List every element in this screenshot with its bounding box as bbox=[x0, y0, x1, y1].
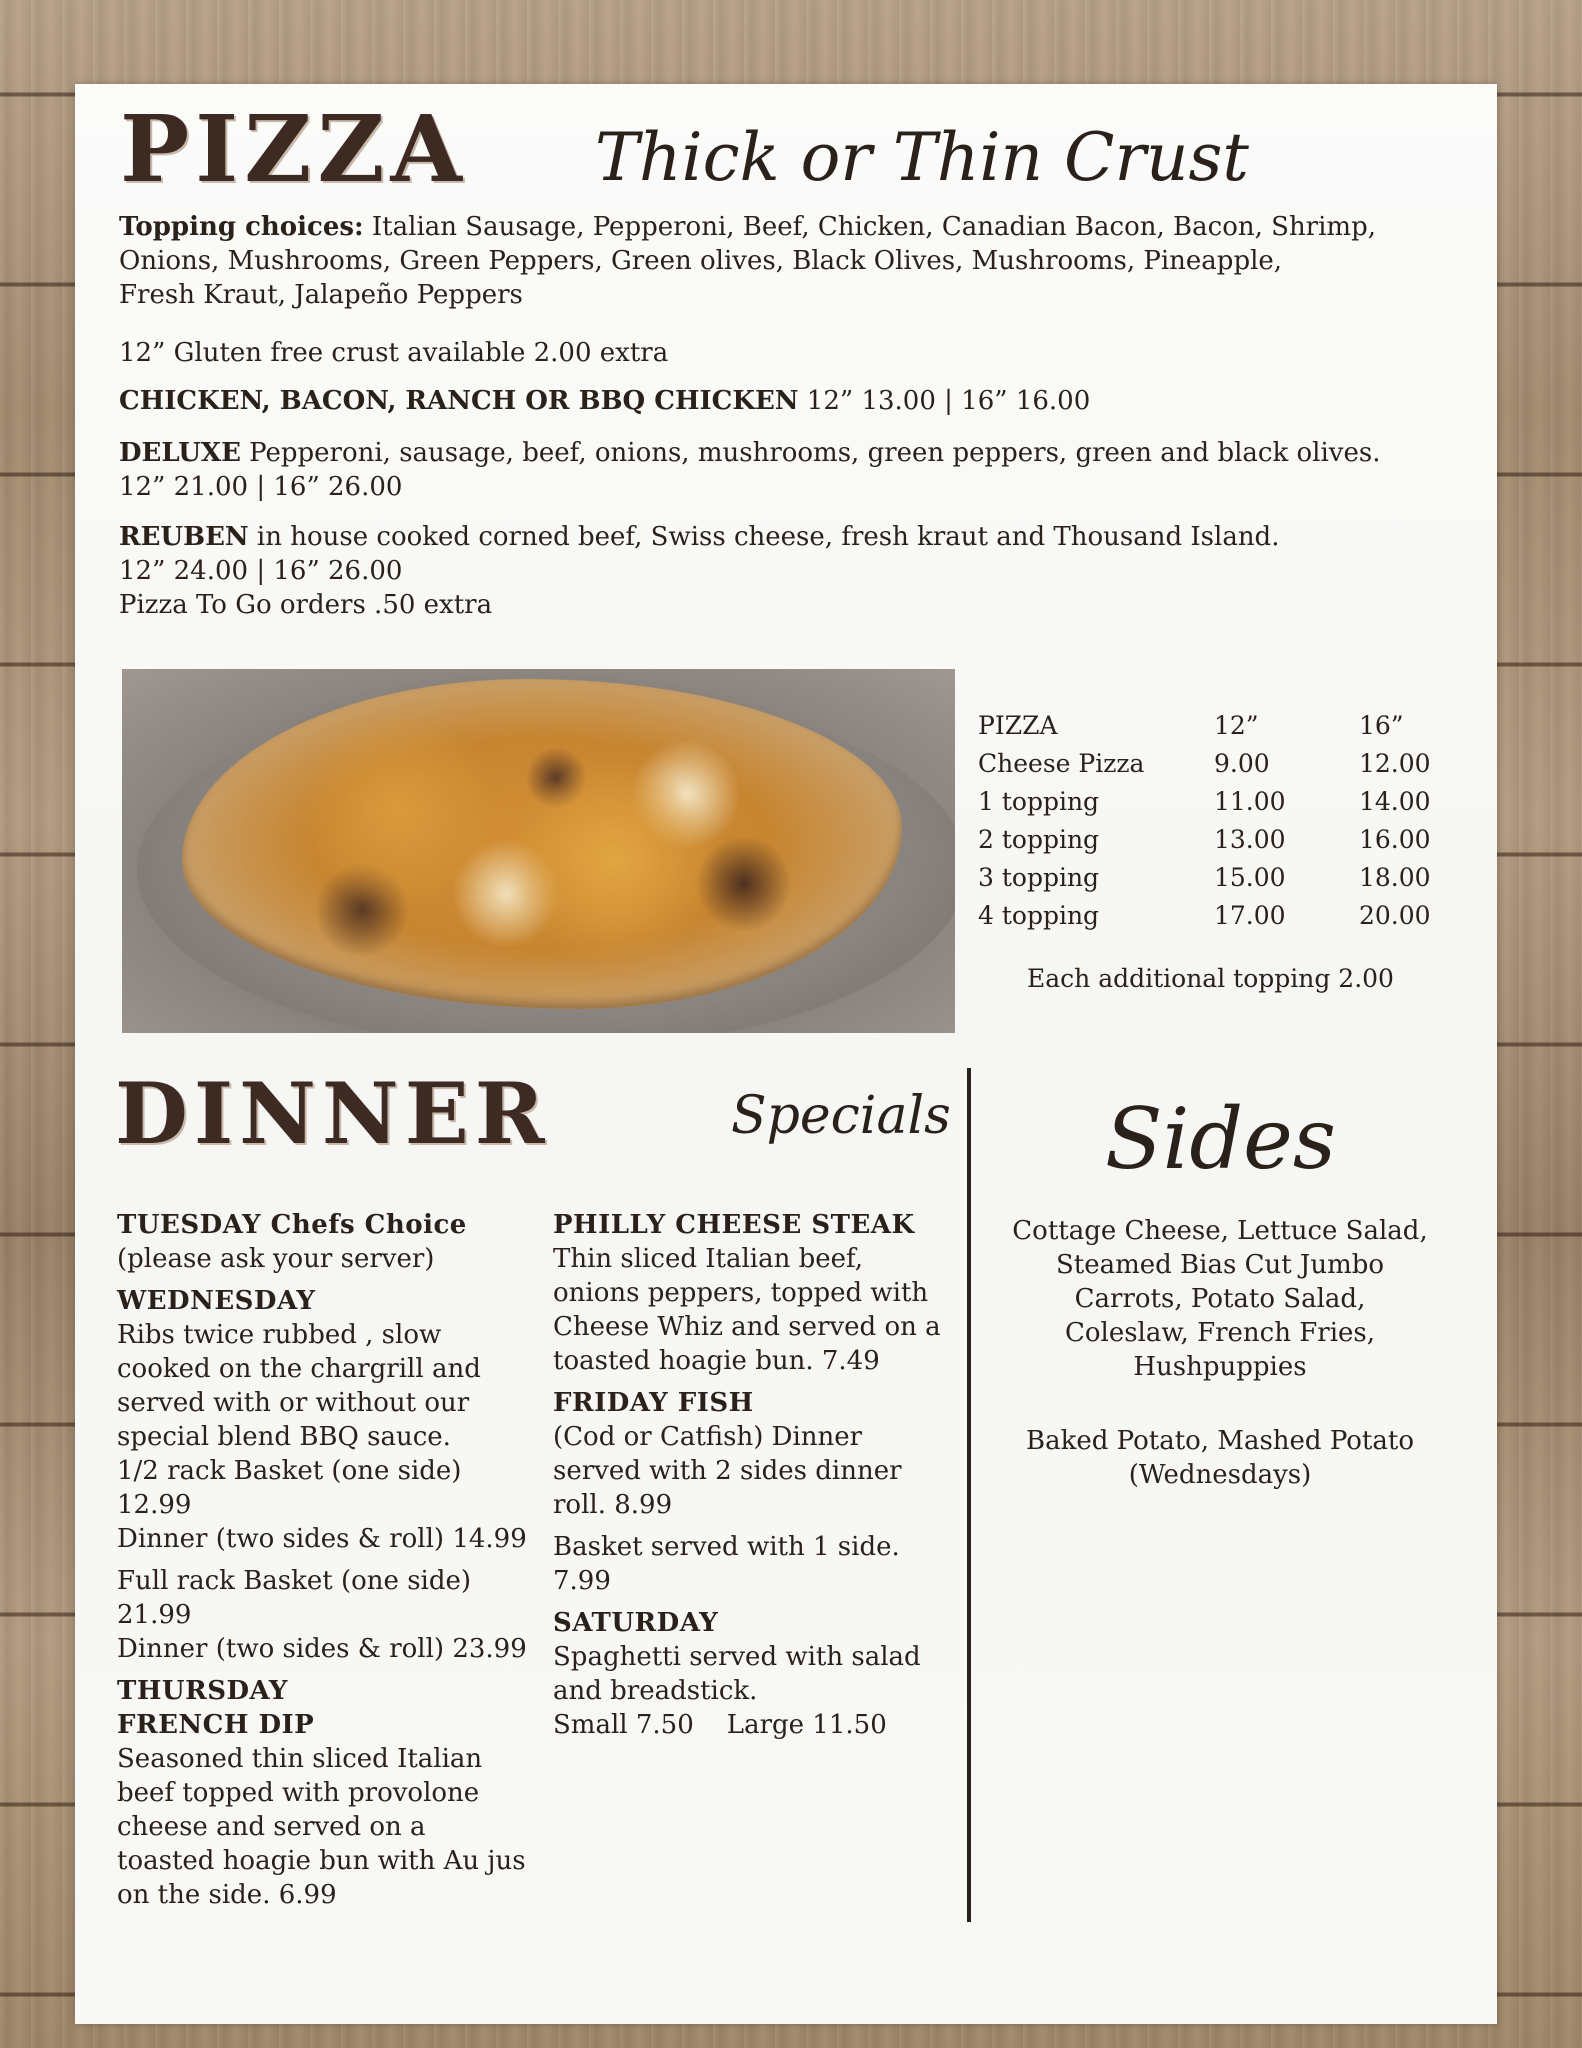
tuesday-desc: (please ask your server) bbox=[117, 1244, 435, 1274]
chicken-pizza-prices: 12” 13.00 | 16” 16.00 bbox=[798, 386, 1091, 416]
price-row-16: 18.00 bbox=[1359, 862, 1431, 892]
friday-desc: (Cod or Catfish) Dinner served with 2 sides dinner roll. 8.99 bbox=[553, 1422, 902, 1520]
price-row-label: Cheese Pizza bbox=[978, 748, 1145, 778]
pizza-pie-image bbox=[182, 679, 902, 1009]
saturday-desc: Spaghetti served with salad and breadstick. bbox=[553, 1642, 921, 1706]
price-row-12: 11.00 bbox=[1214, 786, 1286, 816]
price-row bbox=[978, 896, 1439, 934]
reuben-pizza-name: REUBEN bbox=[119, 522, 249, 552]
price-row-label: 2 topping bbox=[978, 824, 1100, 854]
menu-sheet bbox=[75, 84, 1497, 2024]
friday-title: FRIDAY FISH bbox=[553, 1388, 754, 1418]
deluxe-pizza-prices: 12” 21.00 | 16” 26.00 bbox=[119, 472, 403, 502]
deluxe-pizza-name: DELUXE bbox=[119, 438, 241, 468]
dinner-subtitle: Specials bbox=[731, 1086, 951, 1146]
wednesday-title: WEDNESDAY bbox=[117, 1286, 316, 1316]
price-row-16: 16.00 bbox=[1359, 824, 1431, 854]
half-rack-dinner: Dinner (two sides & roll) 14.99 bbox=[117, 1524, 527, 1554]
dinner-middle-column bbox=[553, 1208, 953, 1742]
price-row-12: 9.00 bbox=[1214, 748, 1270, 778]
half-rack-basket: 1/2 rack Basket (one side) 12.99 bbox=[117, 1456, 462, 1520]
wednesday-desc: Ribs twice rubbed , slow cooked on the chargrill and served with or without our special blend BBQ sauce. bbox=[117, 1320, 481, 1452]
toppings-list-line-3: Fresh Kraut, Jalapeño Peppers bbox=[119, 280, 523, 310]
price-row-16: 12.00 bbox=[1359, 748, 1431, 778]
french-dip-title: FRENCH DIP bbox=[117, 1710, 315, 1740]
to-go-note: Pizza To Go orders .50 extra bbox=[119, 590, 493, 620]
price-row-12: 17.00 bbox=[1214, 900, 1286, 930]
sides-column bbox=[1010, 1214, 1430, 1492]
reuben-pizza bbox=[119, 520, 1419, 622]
price-row-16: 20.00 bbox=[1359, 900, 1431, 930]
full-rack-basket: Full rack Basket (one side) 21.99 bbox=[117, 1566, 472, 1630]
price-header-pizza: PIZZA bbox=[978, 710, 1058, 740]
saturday-prices: Small 7.50 Large 11.50 bbox=[553, 1710, 887, 1740]
price-row bbox=[978, 744, 1439, 782]
pizza-photo bbox=[122, 669, 955, 1033]
deluxe-pizza bbox=[119, 436, 1419, 504]
friday-basket: Basket served with 1 side. 7.99 bbox=[553, 1532, 900, 1596]
chicken-pizza-name: CHICKEN, BACON, RANCH OR BBQ CHICKEN bbox=[119, 386, 799, 416]
sides-potatoes: Baked Potato, Mashed Potato bbox=[1026, 1426, 1414, 1456]
dinner-left-column bbox=[117, 1208, 527, 1912]
price-row-label: 1 topping bbox=[978, 786, 1100, 816]
reuben-pizza-prices: 12” 24.00 | 16” 26.00 bbox=[119, 556, 403, 586]
sides-list: Cottage Cheese, Lettuce Salad, Steamed Bias Cut Jumbo Carrots, Potato Salad, Coleslaw, French Fries, Hushpuppies bbox=[1012, 1216, 1428, 1382]
pizza-subtitle: Thick or Thin Crust bbox=[595, 119, 1249, 196]
price-header-12: 12” bbox=[1214, 710, 1259, 740]
tuesday-title: TUESDAY Chefs Choice bbox=[117, 1210, 467, 1240]
toppings-block bbox=[119, 210, 1399, 312]
gluten-free-note: 12” Gluten free crust available 2.00 extra bbox=[119, 338, 669, 368]
price-row-12: 15.00 bbox=[1214, 862, 1286, 892]
pizza-title: PIZZA bbox=[120, 95, 468, 203]
column-divider bbox=[967, 1068, 971, 1922]
reuben-pizza-desc: in house cooked corned beef, Swiss cheese, fresh kraut and Thousand Island. bbox=[248, 522, 1280, 552]
price-row-label: 4 topping bbox=[978, 900, 1100, 930]
price-row bbox=[978, 858, 1439, 896]
price-header-16: 16” bbox=[1359, 710, 1404, 740]
price-row-12: 13.00 bbox=[1214, 824, 1286, 854]
price-row bbox=[978, 820, 1439, 858]
pizza-price-table bbox=[978, 706, 1439, 934]
sides-potatoes-note: (Wednesdays) bbox=[1128, 1460, 1312, 1490]
sides-title: Sides bbox=[1105, 1090, 1336, 1188]
philly-desc: Thin sliced Italian beef, onions peppers, topped with Cheese Whiz and served on a toasted hoagie bun. 7.49 bbox=[553, 1244, 941, 1376]
price-row-16: 14.00 bbox=[1359, 786, 1431, 816]
price-table-header bbox=[978, 706, 1439, 744]
french-dip-desc: Seasoned thin sliced Italian beef topped with provolone cheese and served on a toasted hoagie bun with Au jus on the side. 6.99 bbox=[117, 1744, 526, 1910]
deluxe-pizza-desc: Pepperoni, sausage, beef, onions, mushrooms, green peppers, green and black olives. bbox=[240, 438, 1381, 468]
toppings-label: Topping choices: bbox=[119, 212, 364, 242]
thursday-title: THURSDAY bbox=[117, 1676, 288, 1706]
price-row-label: 3 topping bbox=[978, 862, 1100, 892]
price-row bbox=[978, 782, 1439, 820]
saturday-title: SATURDAY bbox=[553, 1608, 719, 1638]
toppings-list-line-1: Italian Sausage, Pepperoni, Beef, Chicken, Canadian Bacon, Bacon, Shrimp, bbox=[363, 212, 1376, 242]
additional-topping-note: Each additional topping 2.00 bbox=[1027, 964, 1394, 993]
chicken-bbq-pizza bbox=[119, 384, 1090, 418]
toppings-list-line-2: Onions, Mushrooms, Green Peppers, Green olives, Black Olives, Mushrooms, Pineapple, bbox=[119, 246, 1283, 276]
dinner-title: DINNER bbox=[115, 1064, 551, 1163]
full-rack-dinner: Dinner (two sides & roll) 23.99 bbox=[117, 1634, 527, 1664]
philly-title: PHILLY CHEESE STEAK bbox=[553, 1210, 915, 1240]
